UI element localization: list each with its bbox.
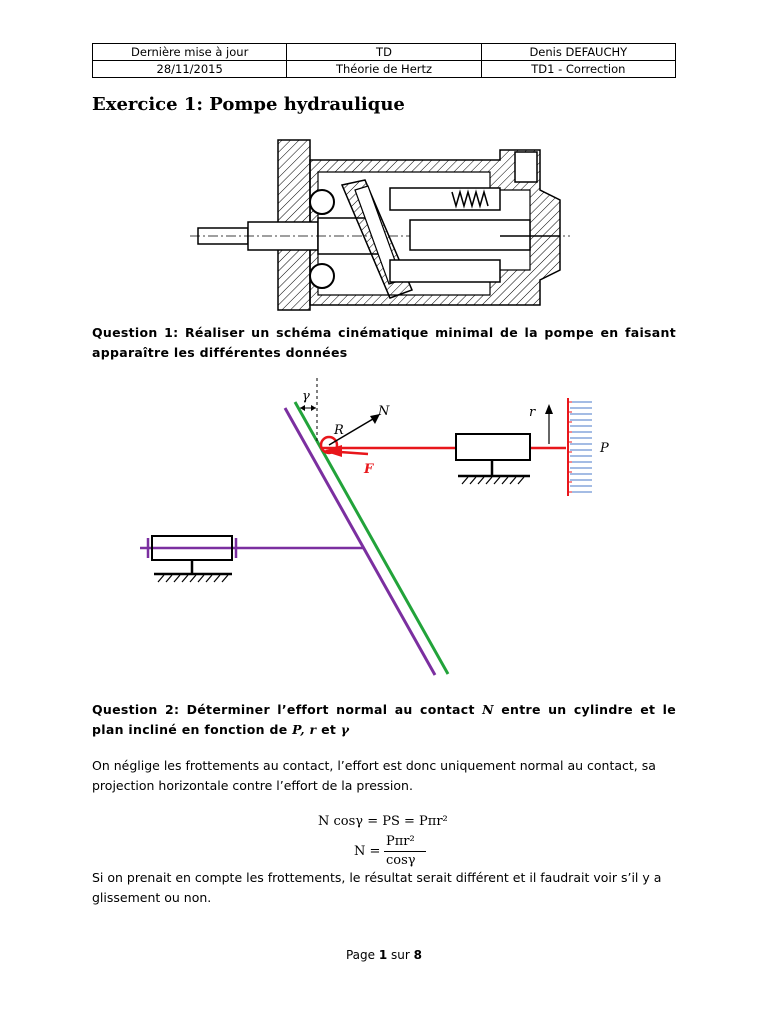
label-P: P — [600, 441, 609, 456]
label-R: R — [334, 423, 344, 438]
exercise-title: Exercice 1: Pompe hydraulique — [92, 94, 405, 115]
page-footer — [0, 948, 768, 962]
question-2-prefix: Question 2: Déterminer l’effort normal au contact — [92, 702, 483, 717]
paragraph-1: On néglige les frottements au contact, l’effort est donc uniquement normal au contact, sa projection horizontale contre l’effort de la pression. — [92, 758, 656, 793]
label-gamma: γ — [302, 389, 310, 404]
footer-of: sur — [391, 948, 410, 962]
question-2-middle: entre un cylindre et le plan incliné en fonction de — [92, 702, 676, 737]
question-2 — [92, 700, 676, 740]
fraction-bar — [384, 851, 426, 852]
footer-page: Page — [345, 948, 376, 962]
header-cell-type: TD — [287, 44, 481, 61]
header-cell-author: Denis DEFAUCHY — [481, 44, 675, 61]
upper-slide — [456, 434, 530, 460]
equation-2-lhs: N = — [354, 844, 381, 859]
label-r: r — [529, 405, 536, 420]
header-table — [92, 43, 676, 78]
equation-1: N cosγ = PS = Pπr² — [318, 814, 448, 829]
equation-2-numerator: Pπr² — [386, 834, 415, 849]
question-2-vars: P, r — [292, 722, 317, 737]
question-1: Question 1: Réaliser un schéma cinématique minimal de la pompe en faisant apparaître les différentes données — [92, 325, 676, 360]
question-2-gamma: γ — [340, 722, 350, 737]
equation-2-denominator: cosγ — [386, 853, 416, 868]
question-2-and: et — [316, 722, 341, 737]
header-cell-doc: TD1 - Correction — [481, 61, 675, 78]
pump-drawing — [190, 130, 580, 320]
label-N: N — [378, 404, 390, 419]
header-cell-update-label: Dernière mise à jour — [93, 44, 287, 61]
question-2-N: N — [482, 702, 494, 717]
kinematic-schema — [130, 372, 610, 682]
header-cell-date: 28/11/2015 — [93, 61, 287, 78]
inclined-plane-green — [295, 402, 448, 674]
label-F: F — [364, 462, 374, 477]
header-cell-topic: Théorie de Hertz — [287, 61, 481, 78]
paragraph-2: Si on prenait en compte les frottements, le résultat serait différent et il faudrait voir s’il y a glissement ou non. — [92, 870, 662, 905]
footer-current: 1 — [378, 948, 388, 962]
footer-total: 8 — [413, 948, 423, 962]
